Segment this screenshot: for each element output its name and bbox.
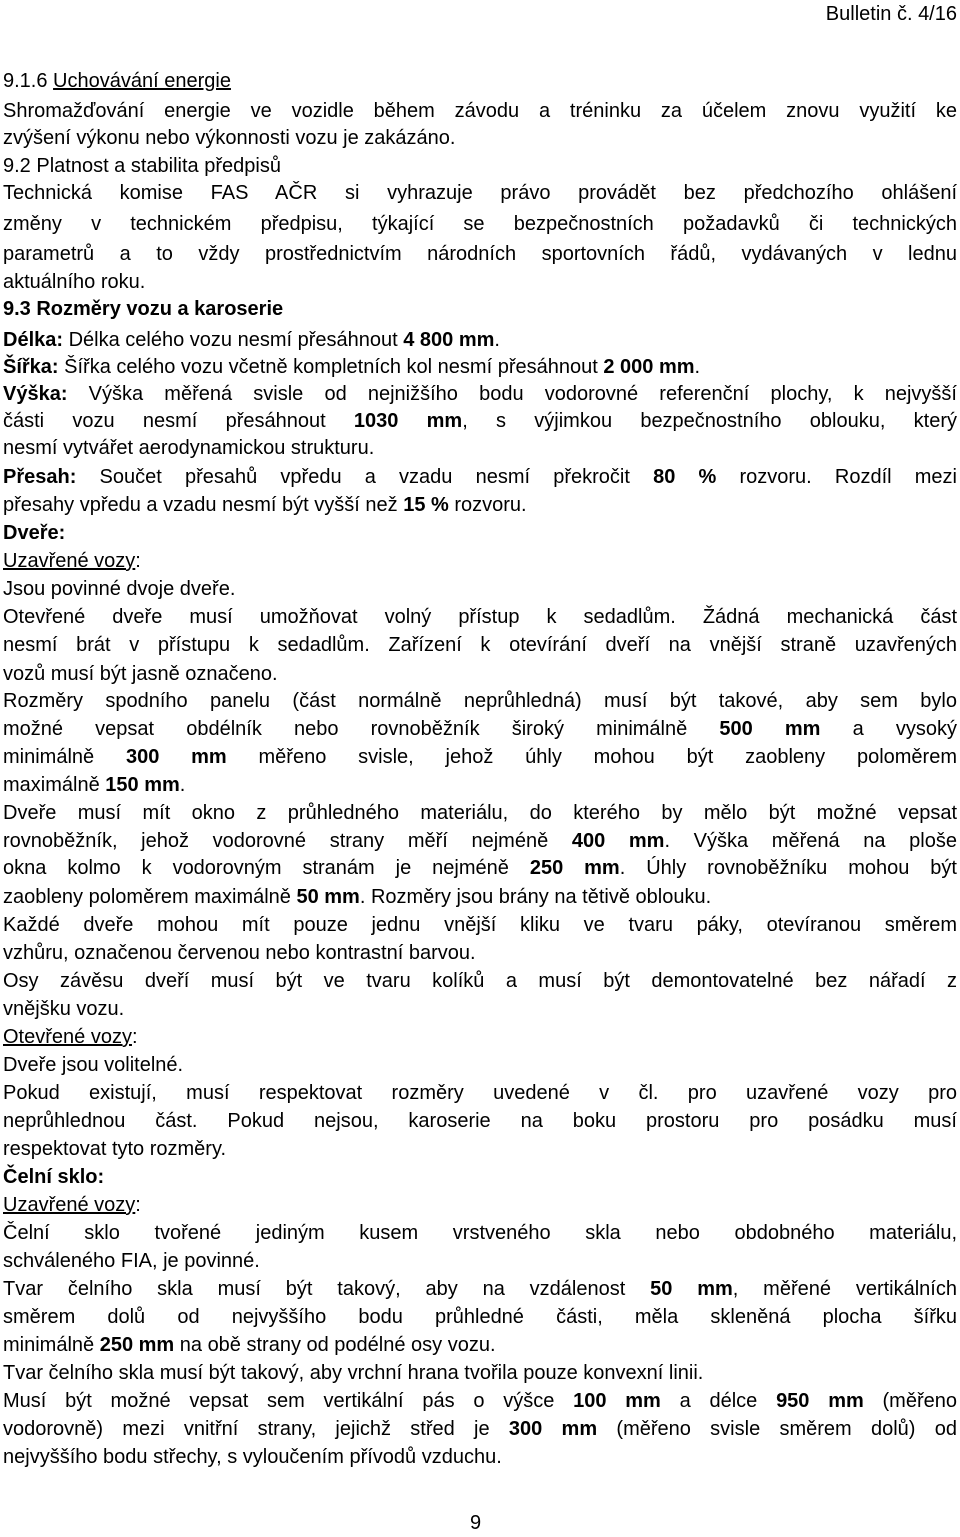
text-line: Tvar čelního skla musí být takový, aby na vzdálenost 50 mm, měřené vertikálních bbox=[3, 1278, 957, 1300]
text-line: Výška: Výška měřená svisle od nejnižšího bodu vodorovné referenční plochy, k nejvyšší bbox=[3, 383, 957, 405]
text-line: neprůhlednou část. Pokud nejsou, karoserie na boku prostoru pro posádku musí bbox=[3, 1110, 957, 1132]
text-line: vnějšku vozu. bbox=[3, 998, 125, 1020]
text-line: zaobleny poloměrem maximálně 50 mm. Rozměry jsou brány na tětivě oblouku. bbox=[3, 886, 712, 908]
text-line: rovnoběžník, jehož vodorovné strany měří nejméně 400 mm. Výška měřená na ploše bbox=[3, 830, 957, 852]
text-line: nesmí brát v přístupu k sedadlům. Zařízení k otevírání dveří na vnější straně uzavřených bbox=[3, 634, 957, 656]
text-line: Dveře musí mít okno z průhledného materiálu, do kterého by mělo být možné vepsat bbox=[3, 802, 957, 824]
text-line: Osy závěsu dveří musí být ve tvaru kolíků a musí být demontovatelné bez nářadí z bbox=[3, 970, 957, 992]
section-heading-9-3: 9.3 Rozměry vozu a karoserie bbox=[3, 298, 284, 320]
bulletin-number: Bulletin č. 4/16 bbox=[825, 3, 957, 25]
text-line: vozů musí být jasně označeno. bbox=[3, 663, 278, 685]
text-line: Délka: Délka celého vozu nesmí přesáhnout 4 800 mm. bbox=[3, 329, 500, 351]
text-line: Šířka: Šířka celého vozu včetně kompletních kol nesmí přesáhnout 2 000 mm. bbox=[3, 356, 701, 378]
text-line: Pokud existují, musí respektovat rozměry uvedené v čl. pro uzavřené vozy pro bbox=[3, 1082, 957, 1104]
text-line: možné vepsat obdélník nebo rovnoběžník široký minimálně 500 mm a vysoký bbox=[3, 718, 957, 740]
text-line: Rozměry spodního panelu (část normálně neprůhledná) musí být takové, aby sem bylo bbox=[3, 690, 957, 712]
text-line: schváleného FIA, je povinné. bbox=[3, 1250, 260, 1272]
text-line: aktuálního roku. bbox=[3, 271, 146, 293]
text-line: Čelní sklo tvořené jediným kusem vrstveného skla nebo obdobného materiálu, bbox=[3, 1222, 957, 1244]
subheading-uzavrene-vozy-2: Uzavřené vozy: bbox=[3, 1194, 141, 1216]
text-line: minimálně 250 mm na obě strany od podélné osy vozu. bbox=[3, 1334, 496, 1356]
text-line: nesmí vytvářet aerodynamickou strukturu. bbox=[3, 437, 375, 459]
text-line: Technická komise FAS AČR si vyhrazuje právo provádět bez předchozího ohlášení bbox=[3, 182, 957, 204]
subheading-otevrene-vozy: Otevřené vozy: bbox=[3, 1026, 138, 1048]
text-line: směrem dolů od nejvyššího bodu průhledné části, měla skleněná plocha šířku bbox=[3, 1306, 957, 1328]
text-line: části vozu nesmí přesáhnout 1030 mm, s výjimkou bezpečnostního oblouku, který bbox=[3, 410, 957, 432]
text-line: změny v technickém předpisu, týkající se bezpečnostních požadavků či technických bbox=[3, 213, 957, 235]
subheading-dvere: Dveře: bbox=[3, 522, 66, 544]
text-line: Přesah: Součet přesahů vpředu a vzadu nesmí překročit 80 % rozvoru. Rozdíl mezi bbox=[3, 466, 957, 488]
text-line: zvýšení výkonu nebo výkonnosti vozu je zakázáno. bbox=[3, 127, 456, 149]
subheading-celni-sklo: Čelní sklo: bbox=[3, 1166, 105, 1188]
page-number: 9 bbox=[470, 1512, 482, 1534]
text-line: parametrů a to vždy prostřednictvím národních sportovních řádů, vydávaných v lednu bbox=[3, 243, 957, 265]
text-line: Otevřené dveře musí umožňovat volný přístup k sedadlům. Žádná mechanická část bbox=[3, 606, 957, 628]
text-line: Shromažďování energie ve vozidle během závodu a tréninku za účelem znovu využití ke bbox=[3, 100, 957, 122]
text-line: maximálně 150 mm. bbox=[3, 774, 186, 796]
text-line: Dveře jsou volitelné. bbox=[3, 1054, 184, 1076]
section-heading-9-1-6: 9.1.6 Uchovávání energie bbox=[3, 70, 231, 92]
text-line: nejvyššího bodu střechy, s vyloučením přívodů vzduchu. bbox=[3, 1446, 502, 1468]
subheading-uzavrene-vozy: Uzavřené vozy: bbox=[3, 550, 141, 572]
text-line: okna kolmo k vodorovným stranám je nejméně 250 mm. Úhly rovnoběžníku mohou být bbox=[3, 857, 957, 879]
text-line: respektovat tyto rozměry. bbox=[3, 1138, 227, 1160]
text-line: Tvar čelního skla musí být takový, aby vrchní hrana tvořila pouze konvexní linii. bbox=[3, 1362, 704, 1384]
text-line: Každé dveře mohou mít pouze jednu vnější kliku ve tvaru páky, otevíranou směrem bbox=[3, 914, 957, 936]
text-line: vzhůru, označenou červenou nebo kontrastní barvou. bbox=[3, 942, 476, 964]
section-heading-9-2: 9.2 Platnost a stabilita předpisů bbox=[3, 155, 281, 177]
text-line: Musí být možné vepsat sem vertikální pás o výšce 100 mm a délce 950 mm (měřeno bbox=[3, 1390, 957, 1412]
text-line: minimálně 300 mm měřeno svisle, jehož úhly mohou být zaobleny poloměrem bbox=[3, 746, 957, 768]
text-line: přesahy vpředu a vzadu nesmí být vyšší než 15 % rozvoru. bbox=[3, 494, 527, 516]
text-line: Jsou povinné dvoje dveře. bbox=[3, 578, 236, 600]
text-line: vodorovně) mezi vnitřní strany, jejichž střed je 300 mm (měřeno svisle směrem dolů) od bbox=[3, 1418, 957, 1440]
